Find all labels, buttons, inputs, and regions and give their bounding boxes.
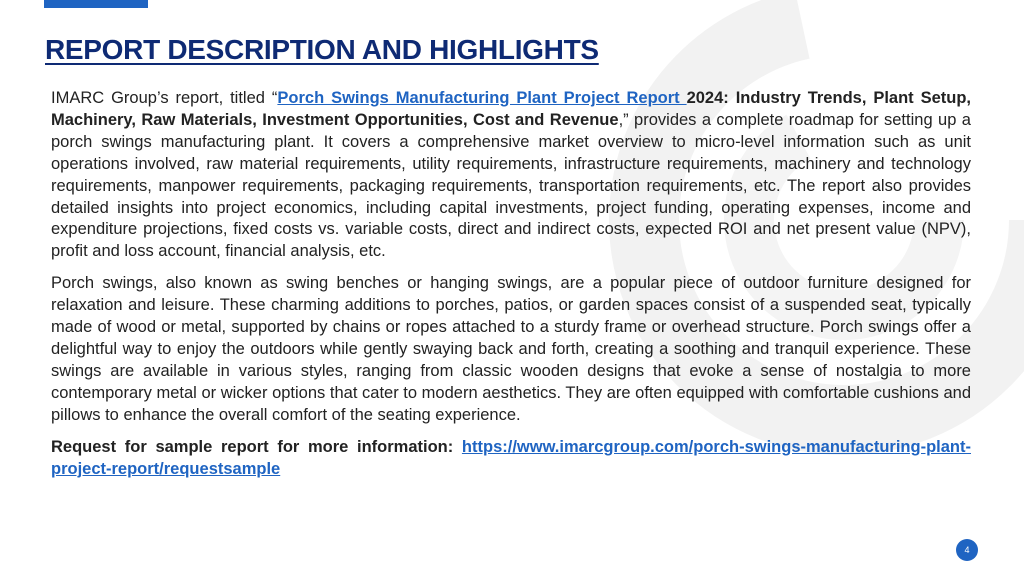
top-accent-bar	[44, 0, 148, 8]
page-title: REPORT DESCRIPTION AND HIGHLIGHTS	[45, 34, 599, 65]
report-description	[51, 88, 971, 490]
report-title-bold: 2024: Industry Trends, Plant Setup, Machinery, Raw Materials, Investment Opportunities, Cost and Revenue	[51, 89, 972, 129]
paragraph-sample-request	[51, 437, 971, 481]
intro-rest-text: ,” provides a complete roadmap for setting up a porch swings manufacturing plant. It covers a comprehensive market overview to micro-level information such as unit operations involved, raw material requirements, utility requirements, infrastructure requirements, machinery and technology requirements, manpower requirements, packaging requirements, transportation requirements, etc. The report also provides detailed insights into project economics, including capital investments, project funding, operating expenses, income and expenditure projections, fixed costs vs. variable costs, direct and indirect costs, expected ROI and net present value (NPV), profit and loss account, financial analysis, etc.	[51, 110, 971, 261]
intro-text: IMARC Group’s report, titled “	[51, 89, 278, 107]
page-number-badge: 4	[956, 539, 978, 561]
sample-request-label: Request for sample report for more information:	[51, 437, 462, 456]
report-title-link[interactable]: Porch Swings Manufacturing Plant Project Report	[277, 89, 687, 107]
sample-request-link[interactable]: https://www.imarcgroup.com/porch-swings-manufacturing-plant-project-report/requestsample	[51, 437, 971, 478]
paragraph-report-intro	[51, 88, 971, 263]
paragraph-porch-swings: Porch swings, also known as swing benches or hanging swings, are a popular piece of outdoor furniture designed for relaxation and leisure. These charming additions to porches, patios, or garden spaces consist of a suspended seat, typically made of wood or metal, supported by chains or ropes attached to a sturdy frame or overhead structure. Porch swings offer a delightful way to enjoy the outdoors while gently swaying back and forth, creating a soothing and tranquil experience. These swings are available in various styles, ranging from classic wooden designs that evoke a sense of nostalgia to more contemporary metal or wicker options that cater to modern aesthetics. They are often equipped with comfortable cushions and pillows to enhance the overall comfort of the seating experience.	[51, 274, 971, 424]
